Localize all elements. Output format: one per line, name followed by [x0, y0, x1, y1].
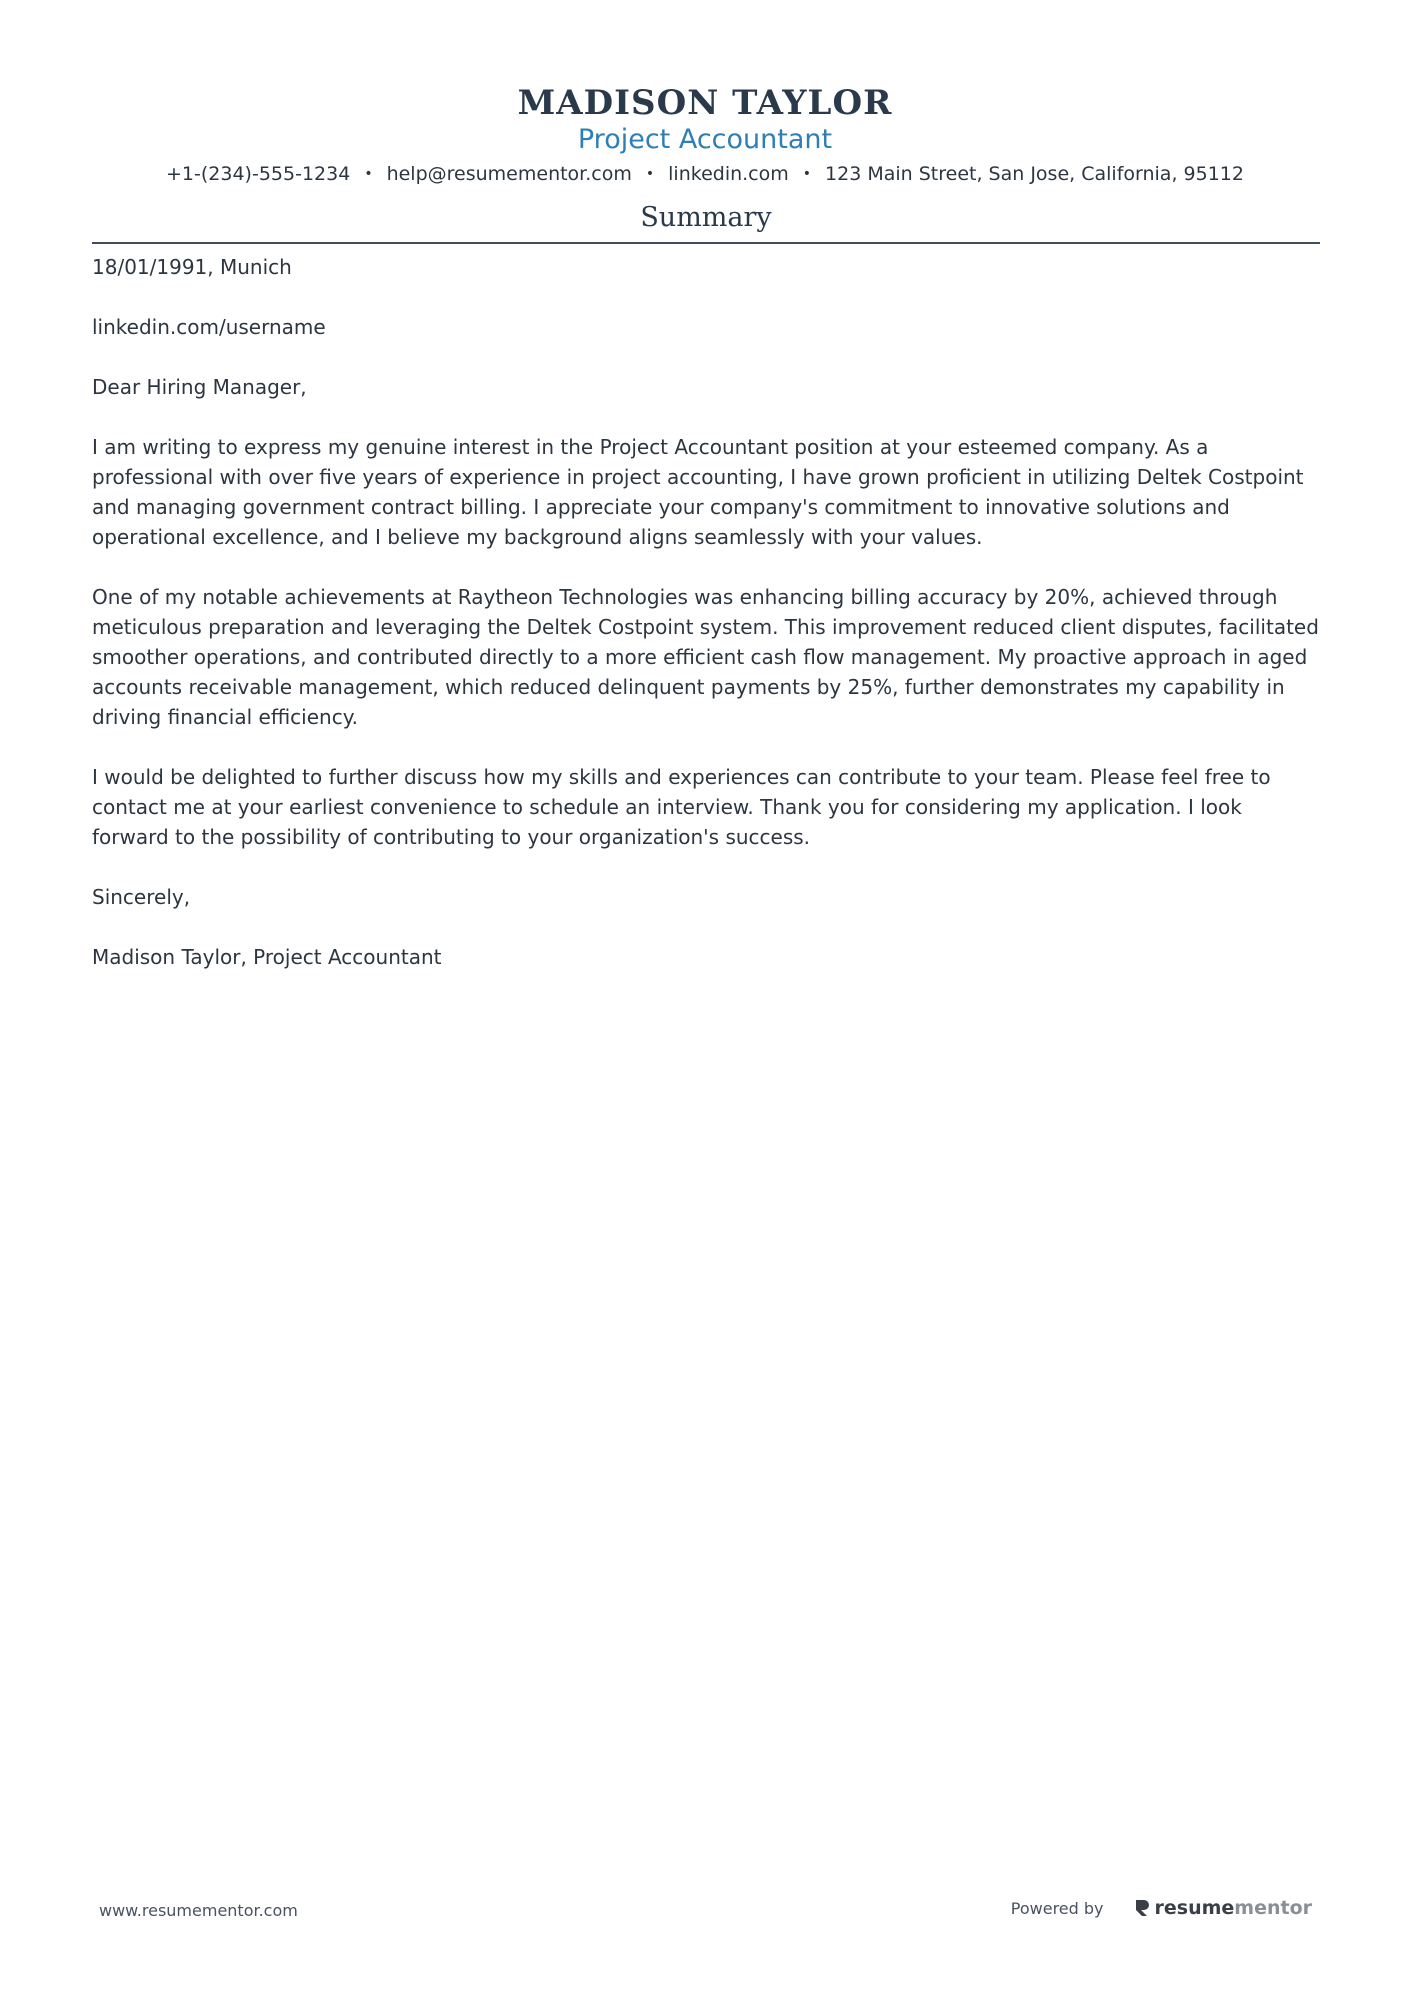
applicant-name: MADISON TAYLOR [517, 83, 893, 123]
letter-paragraph: I would be delighted to further discuss how my skills and experiences can contribute to your team. Please feel free to contact me at your earliest convenience to schedule an interview. Thank you for considering my application. I look forward to the possibility of contributing to your organization's success. [92, 765, 1271, 849]
brand-name-part1: resume [1154, 1897, 1235, 1919]
letter-header [0, 82, 1410, 188]
letter-salutation: Dear Hiring Manager, [92, 375, 307, 399]
contact-separator: • [364, 166, 373, 182]
footer-website: www.resumementor.com [99, 1901, 298, 1920]
brand-name-part2: mentor [1234, 1897, 1312, 1919]
letter-body [92, 252, 1320, 1002]
powered-by-label: Powered by [1010, 1898, 1104, 1918]
contact-address: 123 Main Street, San Jose, California, 95112 [825, 163, 1244, 185]
letter-paragraph: One of my notable achievements at Raytheon Technologies was enhancing billing accuracy by 20%, achieved through meticulous preparation and leveraging the Deltek Costpoint system. This improvement reduced client disputes, facilitated smoother operations, and contributed directly to a more efficient cash flow management. My proactive approach in aged accounts receivable management, which reduced delinquent payments by 25%, further demonstrates my capability in driving financial efficiency. [92, 585, 1319, 729]
contact-linkedin: linkedin.com [668, 163, 789, 185]
section-divider [92, 242, 1320, 244]
section-title: Summary [640, 202, 772, 233]
brand-logo [1134, 1897, 1313, 1919]
contact-separator: • [802, 166, 812, 182]
letter-date-place: 18/01/1991, Munich [92, 255, 292, 279]
contact-email: help@resumementor.com [386, 163, 632, 185]
footer-branding [1011, 1897, 1312, 1919]
letter-paragraph: I am writing to express my genuine interest in the Project Accountant position at your esteemed company. As a professional with over five years of experience in project accounting, I have grown proficient in utilizing Deltek Costpoint and managing government contract billing. I appreciate your company's commitment to innovative solutions and operational excellence, and I believe my background aligns seamlessly with your values. [92, 435, 1304, 549]
contact-phone: +1-(234)-555-1234 [166, 163, 351, 185]
resumementor-logo-icon [1134, 1898, 1150, 1918]
contact-separator: • [645, 166, 655, 182]
contact-line [0, 160, 1410, 188]
letter-profile-link: linkedin.com/username [92, 315, 326, 339]
applicant-job-title: Project Accountant [577, 124, 833, 155]
letter-closing: Sincerely, [92, 885, 191, 909]
letter-signature: Madison Taylor, Project Accountant [92, 945, 442, 969]
